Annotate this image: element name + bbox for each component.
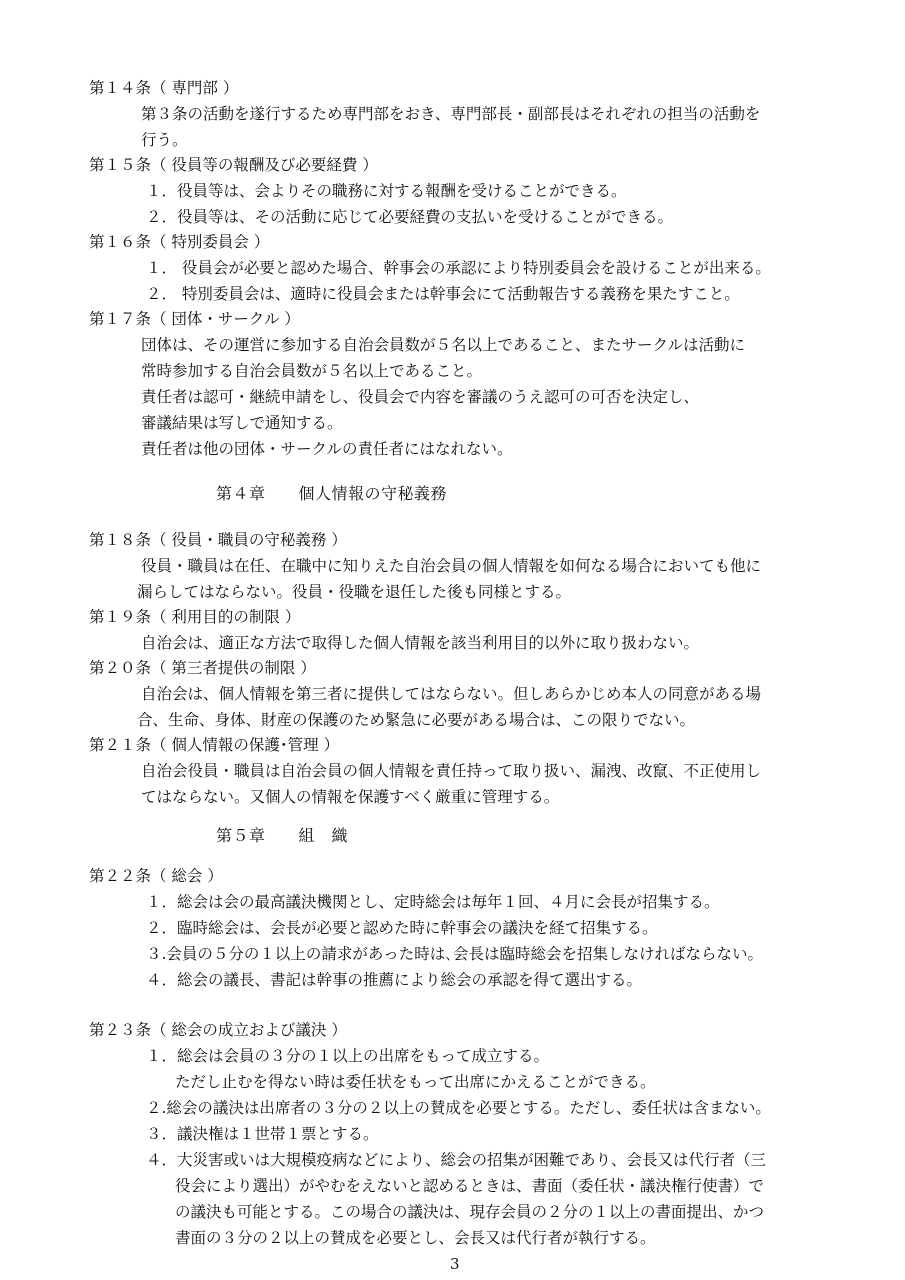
article-22-item: ４．総会の議長、書記は幹事の推薦により総会の承認を得て選出する。: [146, 971, 643, 989]
article-16-item: １． 役員会が必要と認めた場合、幹事会の承認により特別委員会を設けることが出来る。: [146, 259, 771, 277]
article-17-line: 団体は、その運営に参加する自治会員数が５名以上であること、またサークルは活動に: [141, 336, 746, 354]
article-23-title: 第２３条（ 総会の成立および議決 ）: [89, 1021, 347, 1039]
article-23-item: ３．議決権は１世帯１票とする。: [146, 1125, 379, 1143]
article-21-line: 自治会役員・職員は自治会員の個人情報を責任持って取り扱い、漏洩、改竄、不正使用し: [141, 762, 762, 780]
article-22-item: １．総会は会の最高議決機関とし、定時総会は毎年１回、４月に会長が招集する。: [146, 893, 720, 911]
article-22-item: ２．臨時総会は、会長が必要と認めた時に幹事会の議決を経て招集する。: [146, 919, 658, 937]
article-20-line: 自治会は、個人情報を第三者に提供してはならない。但しあらかじめ本人の同意がある場: [141, 685, 762, 703]
article-23-item-continuation: 書面の３分の２以上の賛成を必要とし、会長又は代行者が執行する。: [175, 1229, 656, 1247]
article-16-title: 第１６条（ 特別委員会 ）: [89, 233, 270, 251]
article-23-item: １．総会は会員の３分の１以上の出席をもって成立する。: [146, 1047, 550, 1065]
article-16-item: ２． 特別委員会は、適時に役員会または幹事会にて活動報告する義務を果たすこと。: [146, 285, 740, 303]
article-14-title: 第１４条（ 専門部 ）: [89, 79, 239, 97]
article-14-line: 第３条の活動を遂行するため専門部をおき、専門部長・副部長はそれぞれの担当の活動を: [141, 105, 761, 123]
article-23-item-continuation: ただし止むを得ない時は委任状をもって出席にかえることができる。: [175, 1073, 656, 1091]
article-18-line: 役員・職員は在任、在職中に知りえた自治会員の個人情報を如何なる場合においても他に: [141, 557, 762, 575]
article-21-title: 第２１条（ 個人情報の保護･管理 ）: [89, 736, 340, 754]
page-number: 3: [450, 1255, 460, 1273]
article-19-title: 第１９条（ 利用目的の制限 ）: [89, 608, 301, 626]
article-15-title: 第１５条（ 役員等の報酬及び必要経費 ）: [89, 156, 378, 174]
article-17-line: 責任者は他の団体・サークルの責任者にはなれない。: [141, 440, 513, 458]
article-20-line: 合、生命、身体、財産の保護のため緊急に必要がある場合は、この限りでない。: [137, 711, 696, 729]
article-14-line: 行う。: [141, 131, 188, 149]
article-23-item-continuation: の議決も可能とする。この場合の議決は、現存会員の２分の１以上の書面提出、かつ: [175, 1203, 765, 1221]
article-19-line: 自治会は、適正な方法で取得した個人情報を該当利用目的以外に取り扱わない。: [141, 634, 700, 652]
article-15-item: ２．役員等は、その活動に応じて必要経費の支払いを受けることができる。: [146, 208, 674, 226]
article-17-title: 第１７条（ 団体・サークル ）: [89, 310, 300, 328]
article-22-item: ３.会員の５分の１以上の請求があった時は､会長は臨時総会を招集しなければならない。: [146, 945, 764, 963]
article-23-item: ４．大災害或いは大規模疫病などにより、総会の招集が困難であり、会長又は代行者（三: [146, 1151, 767, 1169]
article-23-item-continuation: 役会により選出）がやむをえないと認めるときは、書面（委任状・議決権行使書）で: [175, 1177, 765, 1195]
article-18-line: 漏らしてはならない。役員・役職を退任した後も同様とする。: [137, 583, 572, 601]
article-15-item: １．役員等は、会よりその職務に対する報酬を受けることができる。: [146, 182, 627, 200]
article-17-line: 審議結果は写しで通知する。: [141, 414, 343, 432]
article-18-title: 第１８条（ 役員・職員の守秘義務 ）: [89, 531, 347, 549]
article-20-title: 第２０条（ 第三者提供の制限 ）: [89, 659, 316, 677]
article-21-line: てはならない。又個人の情報を保護すべく厳重に管理する。: [141, 788, 560, 806]
article-23-item: ２.総会の議決は出席者の３分の２以上の賛成を必要とする。ただし、委任状は含まない。: [146, 1099, 771, 1117]
article-17-line: 責任者は認可・継続申請をし、役員会で内容を審議のうえ認可の可否を決定し、: [141, 388, 700, 406]
article-22-title: 第２２条（ 総会 ）: [89, 867, 223, 885]
article-17-line: 常時参加する自治会員数が５名以上であること。: [141, 362, 483, 380]
chapter-4-heading: 第４章 個人情報の守秘義務: [216, 484, 448, 503]
chapter-5-heading: 第５章 組 織: [216, 826, 349, 845]
